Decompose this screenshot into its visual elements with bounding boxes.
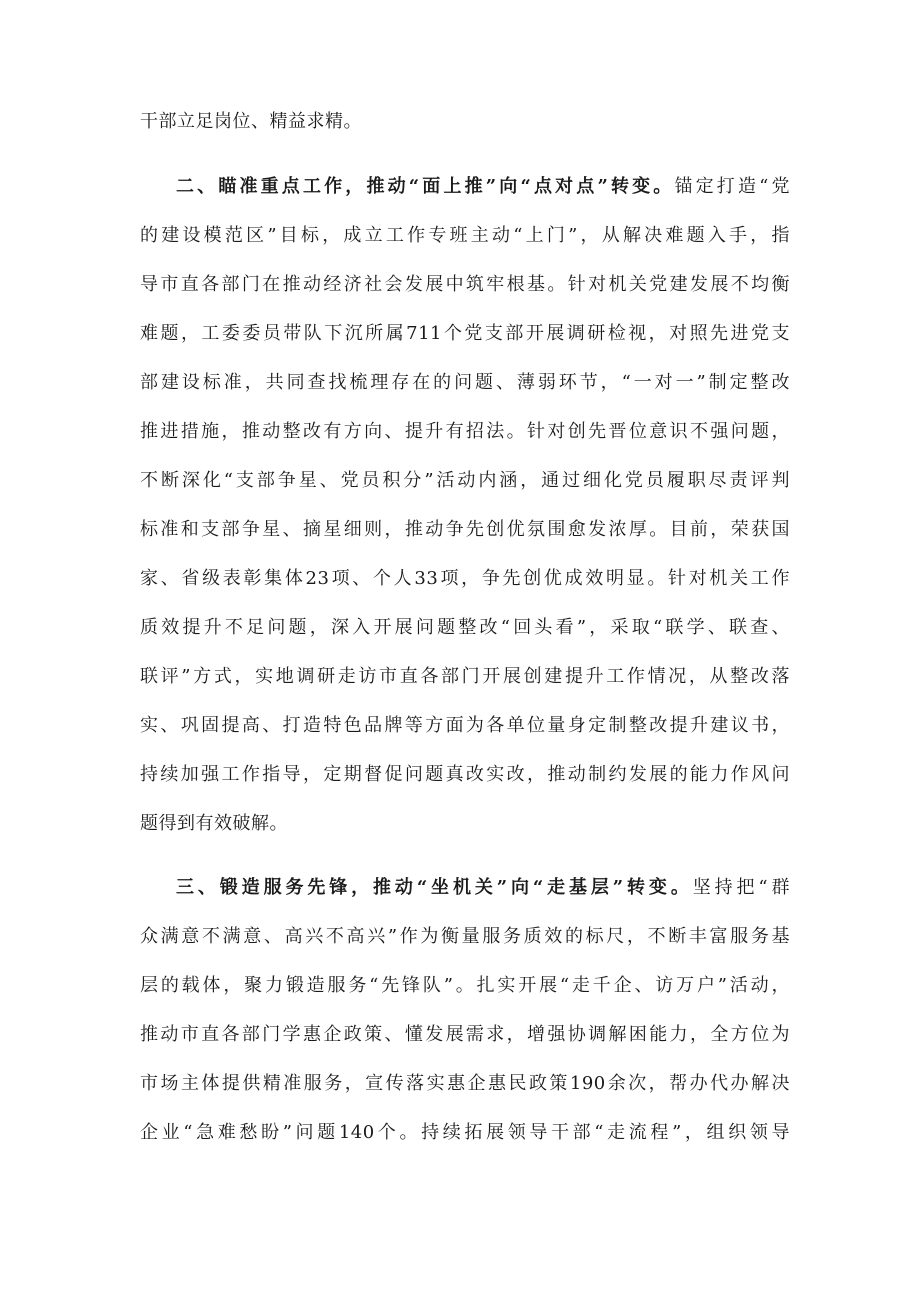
paragraph-line: 导市直各部门在推动经济社会发展中筑牢根基。针对机关党建发展不均衡 [140, 274, 790, 295]
paragraph-line: 家、省级表彰集体23项、个人33项，争先创优成效明显。针对机关工作 [140, 568, 790, 589]
paragraph-line: 市场主体提供精准服务，宣传落实惠企惠民政策190余次，帮办代办解决 [140, 1073, 790, 1094]
paragraph-line: 推进措施，推动整改有方向、提升有招法。针对创先晋位意识不强问题， [140, 421, 790, 442]
paragraph-line: 的建设模范区”目标，成立工作专班主动“上门”，从解决难题入手，指 [140, 225, 790, 246]
section-3-first-line [176, 876, 790, 900]
paragraph-line: 众满意不满意、高兴不高兴”作为衡量服务质效的标尺，不断丰富服务基 [140, 926, 790, 947]
paragraph-line: 部建设标准，共同查找梳理存在的问题、薄弱环节，“一对一”制定整改 [140, 372, 790, 393]
paragraph-line: 干部立足岗位、精益求精。 [140, 111, 362, 132]
section-3-heading: 三、锻造服务先锋，推动“坐机关”向“走基层”转变。 [176, 877, 693, 898]
section-2-first-line [176, 175, 790, 199]
paragraph-text: 锚定打造“党 [674, 176, 790, 197]
paragraph-line: 不断深化“支部争星、党员积分”活动内涵，通过细化党员履职尽责评判 [140, 470, 790, 491]
paragraph-line: 质效提升不足问题，深入开展问题整改“回头看”，采取“联学、联查、 [140, 617, 790, 638]
paragraph-line: 标准和支部争星、摘星细则，推动争先创优氛围愈发浓厚。目前，荣获国 [140, 519, 790, 540]
paragraph-line: 联评”方式，实地调研走访市直各部门开展创建提升工作情况，从整改落 [140, 666, 790, 687]
paragraph-line: 推动市直各部门学惠企政策、懂发展需求，增强协调解困能力，全方位为 [140, 1024, 790, 1045]
paragraph-line: 层的载体，聚力锻造服务“先锋队”。扎实开展“走千企、访万户”活动， [140, 975, 790, 996]
paragraph-line: 持续加强工作指导，定期督促问题真改实改，推动制约发展的能力作风问 [140, 764, 790, 785]
paragraph-text: 坚持把“群 [692, 877, 790, 898]
paragraph-line: 实、巩固提高、打造特色品牌等方面为各单位量身定制整改提升建议书， [140, 715, 790, 736]
section-2-heading: 二、瞄准重点工作，推动“面上推”向“点对点”转变。 [176, 176, 675, 197]
paragraph-line: 企业“急难愁盼”问题140个。持续拓展领导干部“走流程”，组织领导 [140, 1122, 790, 1143]
paragraph-line: 题得到有效破解。 [140, 813, 288, 834]
paragraph-line: 难题，工委委员带队下沉所属711个党支部开展调研检视，对照先进党支 [140, 323, 790, 344]
